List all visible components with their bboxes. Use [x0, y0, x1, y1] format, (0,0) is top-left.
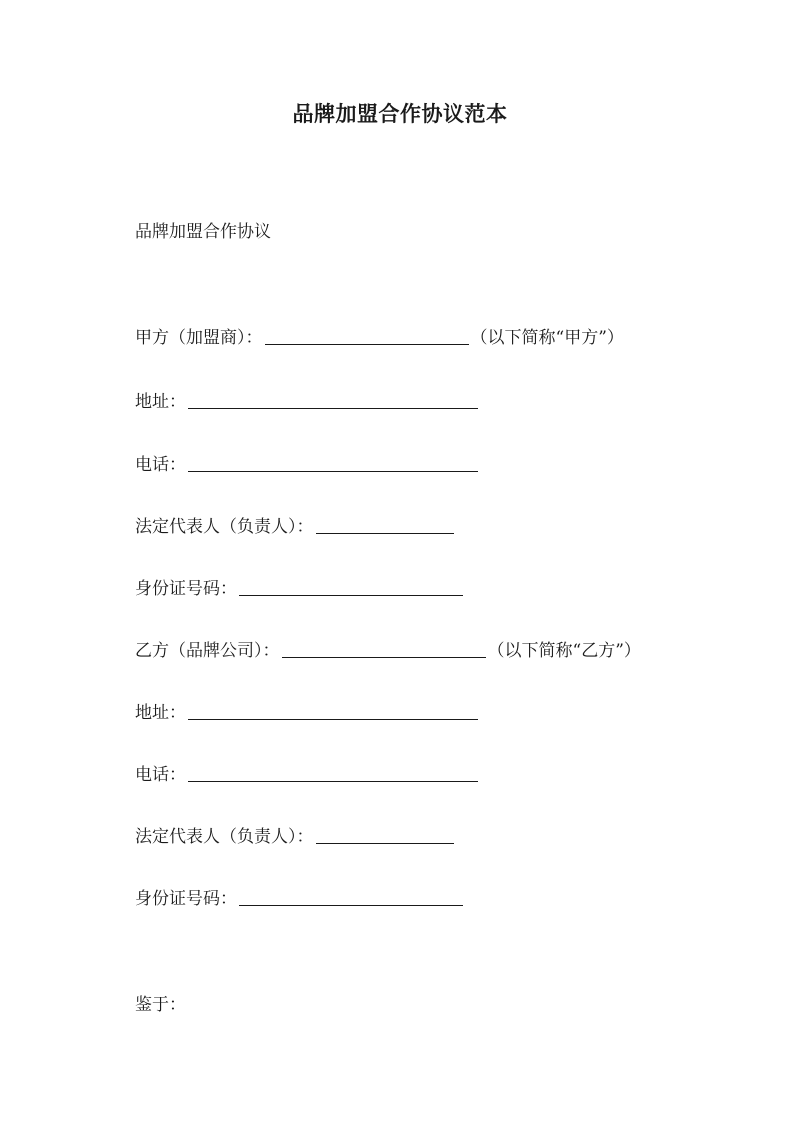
party-a-id-label: 身份证号码：	[135, 579, 237, 599]
party-b-id-line	[135, 884, 465, 909]
party-a-suffix: （以下简称“甲方”）	[470, 328, 624, 348]
party-b-suffix: （以下简称“乙方”）	[487, 641, 641, 661]
party-b-id-blank[interactable]	[239, 887, 463, 906]
party-b-label: 乙方（品牌公司）：	[135, 641, 280, 661]
party-a-address-label: 地址：	[135, 392, 186, 412]
party-b-rep-line	[135, 822, 456, 847]
party-a-id-line	[135, 574, 465, 599]
document-title: 品牌加盟合作协议范本	[292, 101, 508, 126]
party-a-name-line	[135, 323, 624, 348]
party-a-phone-blank[interactable]	[188, 453, 478, 472]
party-a-rep-blank[interactable]	[316, 515, 454, 534]
party-a-phone-label: 电话：	[135, 455, 186, 475]
party-b-address-line	[135, 698, 480, 723]
party-a-address-line	[135, 387, 480, 412]
party-b-phone-label: 电话：	[135, 765, 186, 785]
party-b-rep-label: 法定代表人（负责人）：	[135, 827, 314, 847]
party-b-address-blank[interactable]	[188, 701, 478, 720]
whereas-heading: 鉴于：	[135, 995, 186, 1015]
party-a-address-blank[interactable]	[188, 390, 478, 409]
party-a-label: 甲方（加盟商）：	[135, 328, 263, 348]
party-b-rep-blank[interactable]	[316, 825, 454, 844]
party-a-phone-line	[135, 450, 480, 475]
party-b-id-label: 身份证号码：	[135, 889, 237, 909]
party-b-phone-line	[135, 760, 480, 785]
party-a-name-blank[interactable]	[265, 326, 469, 345]
party-a-id-blank[interactable]	[239, 577, 463, 596]
party-b-address-label: 地址：	[135, 703, 186, 723]
party-a-rep-label: 法定代表人（负责人）：	[135, 517, 314, 537]
party-b-name-line	[135, 636, 641, 661]
party-b-name-blank[interactable]	[282, 639, 486, 658]
party-a-rep-line	[135, 512, 456, 537]
document-subtitle: 品牌加盟合作协议	[135, 222, 271, 242]
party-b-phone-blank[interactable]	[188, 763, 478, 782]
